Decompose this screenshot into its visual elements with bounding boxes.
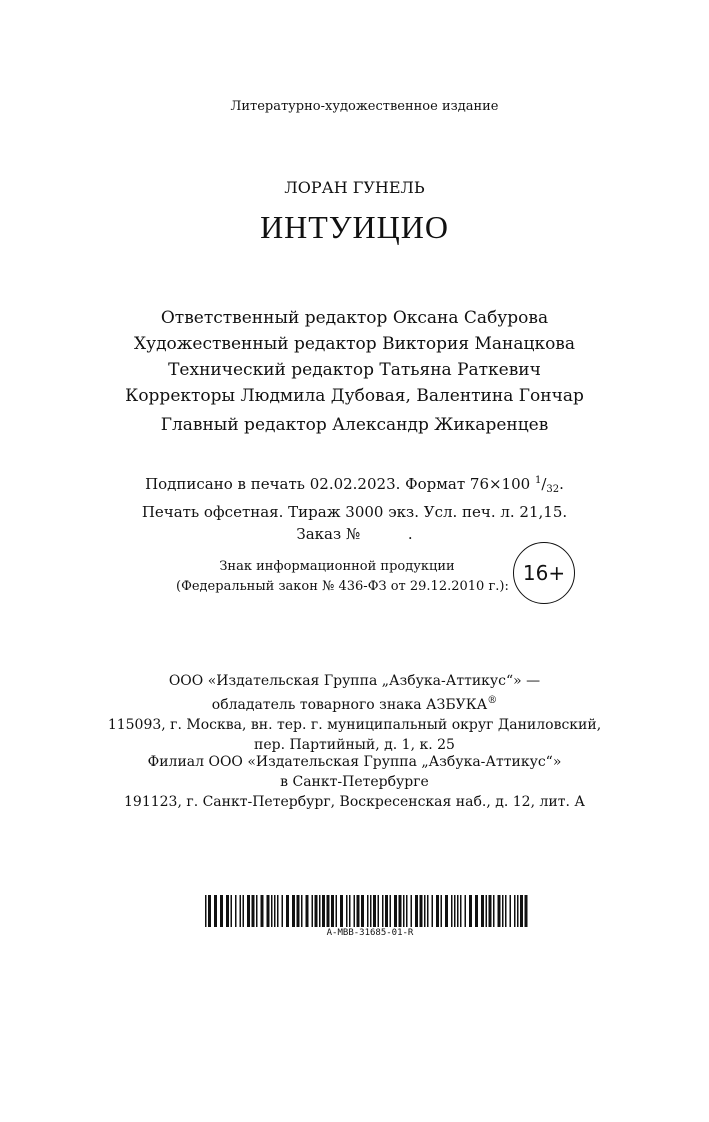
barcode-bar bbox=[243, 895, 245, 927]
barcode-bar bbox=[406, 895, 408, 927]
print-line-1-end: . bbox=[559, 475, 564, 493]
staff-line: Художественный редактор Виктория Манацкова bbox=[133, 334, 576, 354]
staff-list bbox=[0, 305, 709, 409]
format-denominator: 32 bbox=[546, 484, 560, 495]
barcode-bar bbox=[247, 895, 250, 927]
print-line-3: Заказ № . bbox=[296, 525, 413, 543]
publisher-line-2-text: обладатель товарного знака АЗБУКА bbox=[211, 697, 488, 713]
barcode-bar bbox=[370, 895, 372, 927]
info-sign bbox=[176, 557, 509, 597]
barcode-bar bbox=[457, 895, 459, 927]
barcode-bar bbox=[493, 895, 495, 927]
barcode-bar bbox=[271, 895, 273, 927]
barcode-bar bbox=[525, 895, 528, 927]
barcode-bar bbox=[208, 895, 211, 927]
barcode-bar bbox=[432, 895, 434, 927]
barcode-bar bbox=[267, 895, 270, 927]
publisher-line-1: ООО «Издательская Группа „Азбука-Аттикус“» — bbox=[168, 673, 541, 689]
barcode-bar bbox=[502, 895, 504, 927]
staff-line: Корректоры Людмила Дубовая, Валентина Гончар bbox=[125, 386, 584, 406]
branch-block bbox=[0, 752, 709, 812]
barcode-bar bbox=[520, 895, 523, 927]
barcode-bar bbox=[346, 895, 348, 927]
barcode-bar bbox=[240, 895, 242, 927]
edition-type: Литературно-художественное издание bbox=[230, 99, 499, 114]
author-name: ЛОРАН ГУНЕЛЬ bbox=[284, 178, 425, 197]
barcode-bar bbox=[331, 895, 334, 927]
print-line-2: Печать офсетная. Тираж 3000 экз. Усл. печ. л. 21,15. bbox=[141, 503, 568, 521]
barcode-bar bbox=[220, 895, 223, 927]
barcode-bar bbox=[451, 895, 453, 927]
barcode-bar bbox=[517, 895, 519, 927]
branch-line-3: 191123, г. Санкт-Петербург, Воскресенская наб., д. 12, лит. А bbox=[124, 794, 585, 810]
barcode-bar bbox=[481, 895, 484, 927]
barcode-bar bbox=[415, 895, 418, 927]
barcode-bar bbox=[286, 895, 289, 927]
barcode-bar bbox=[399, 895, 402, 927]
staff-line: Ответственный редактор Оксана Сабурова bbox=[160, 308, 549, 328]
branch-line-2: в Санкт-Петербурге bbox=[280, 774, 429, 790]
barcode bbox=[205, 895, 535, 945]
barcode-bar bbox=[292, 895, 295, 927]
barcode-bar bbox=[235, 895, 237, 927]
barcode-bar bbox=[427, 895, 429, 927]
barcode-bar bbox=[261, 895, 264, 927]
barcode-bar bbox=[367, 895, 369, 927]
barcode-bar bbox=[357, 895, 360, 927]
publisher-block bbox=[0, 671, 709, 755]
staff-line: Технический редактор Татьяна Раткевич bbox=[168, 360, 541, 380]
barcode-bar bbox=[361, 895, 364, 927]
barcode-bar bbox=[378, 895, 380, 927]
barcode-bar bbox=[349, 895, 351, 927]
barcode-bar bbox=[274, 895, 276, 927]
age-rating-badge bbox=[513, 542, 575, 604]
barcode-bar bbox=[394, 895, 397, 927]
book-title: ИНТУИЦИО bbox=[260, 209, 449, 245]
barcode-bar bbox=[403, 895, 405, 927]
barcode-bar bbox=[282, 895, 284, 927]
chief-editor: Главный редактор Александр Жикаренцев bbox=[160, 415, 549, 435]
barcode-bar bbox=[354, 895, 356, 927]
barcode-bar bbox=[489, 895, 492, 927]
barcode-bar bbox=[312, 895, 314, 927]
barcode-bars bbox=[205, 895, 535, 927]
barcode-bar bbox=[460, 895, 462, 927]
format-numerator: 1 bbox=[534, 475, 542, 486]
format-slash: / bbox=[541, 475, 547, 493]
publisher-line-3: 115093, г. Москва, вн. тер. г. муниципальный округ Даниловский, bbox=[107, 717, 602, 733]
barcode-bar bbox=[498, 895, 501, 927]
publisher-line-2 bbox=[0, 691, 709, 715]
print-line-1-text: Подписано в печать 02.02.2023. Формат 76×100 bbox=[145, 475, 531, 493]
barcode-bar bbox=[277, 895, 279, 927]
barcode-bar bbox=[420, 895, 423, 927]
barcode-bar bbox=[340, 895, 343, 927]
barcode-bar bbox=[214, 895, 217, 927]
barcode-bar bbox=[226, 895, 229, 927]
barcode-bar bbox=[385, 895, 388, 927]
barcode-bar bbox=[315, 895, 318, 927]
trademark-symbol: ® bbox=[487, 695, 498, 706]
barcode-text: A-MBB-31685-01-R bbox=[326, 928, 414, 938]
barcode-bar bbox=[373, 895, 376, 927]
barcode-bar bbox=[327, 895, 330, 927]
barcode-bar bbox=[390, 895, 392, 927]
barcode-bar bbox=[510, 895, 512, 927]
barcode-bar bbox=[514, 895, 516, 927]
print-line-1 bbox=[0, 470, 709, 501]
info-sign-line-1: Знак информационной продукции bbox=[219, 559, 455, 574]
barcode-bar bbox=[445, 895, 448, 927]
barcode-bar bbox=[505, 895, 507, 927]
barcode-bar bbox=[256, 895, 258, 927]
barcode-bar bbox=[486, 895, 488, 927]
barcode-bar bbox=[436, 895, 439, 927]
print-info bbox=[0, 470, 709, 545]
barcode-bar bbox=[322, 895, 325, 927]
barcode-bar bbox=[469, 895, 472, 927]
info-sign-line-2: (Федеральный закон № 436-ФЗ от 29.12.2010 г.): bbox=[176, 579, 509, 594]
barcode-bar bbox=[231, 895, 233, 927]
barcode-bar bbox=[205, 895, 207, 927]
barcode-bar bbox=[441, 895, 443, 927]
barcode-bar bbox=[465, 895, 467, 927]
barcode-bar bbox=[382, 895, 384, 927]
barcode-bar bbox=[301, 895, 303, 927]
barcode-bar bbox=[411, 895, 413, 927]
publisher-line-4: пер. Партийный, д. 1, к. 25 bbox=[254, 737, 455, 753]
barcode-bar bbox=[252, 895, 255, 927]
barcode-bar bbox=[336, 895, 338, 927]
barcode-bar bbox=[319, 895, 321, 927]
barcode-bar bbox=[424, 895, 426, 927]
age-rating-text: 16+ bbox=[522, 561, 566, 585]
branch-line-1: Филиал ООО «Издательская Группа „Азбука-Аттикус“» bbox=[147, 754, 562, 770]
barcode-bar bbox=[454, 895, 456, 927]
barcode-bar bbox=[475, 895, 478, 927]
barcode-bar bbox=[306, 895, 309, 927]
barcode-bar bbox=[297, 895, 300, 927]
